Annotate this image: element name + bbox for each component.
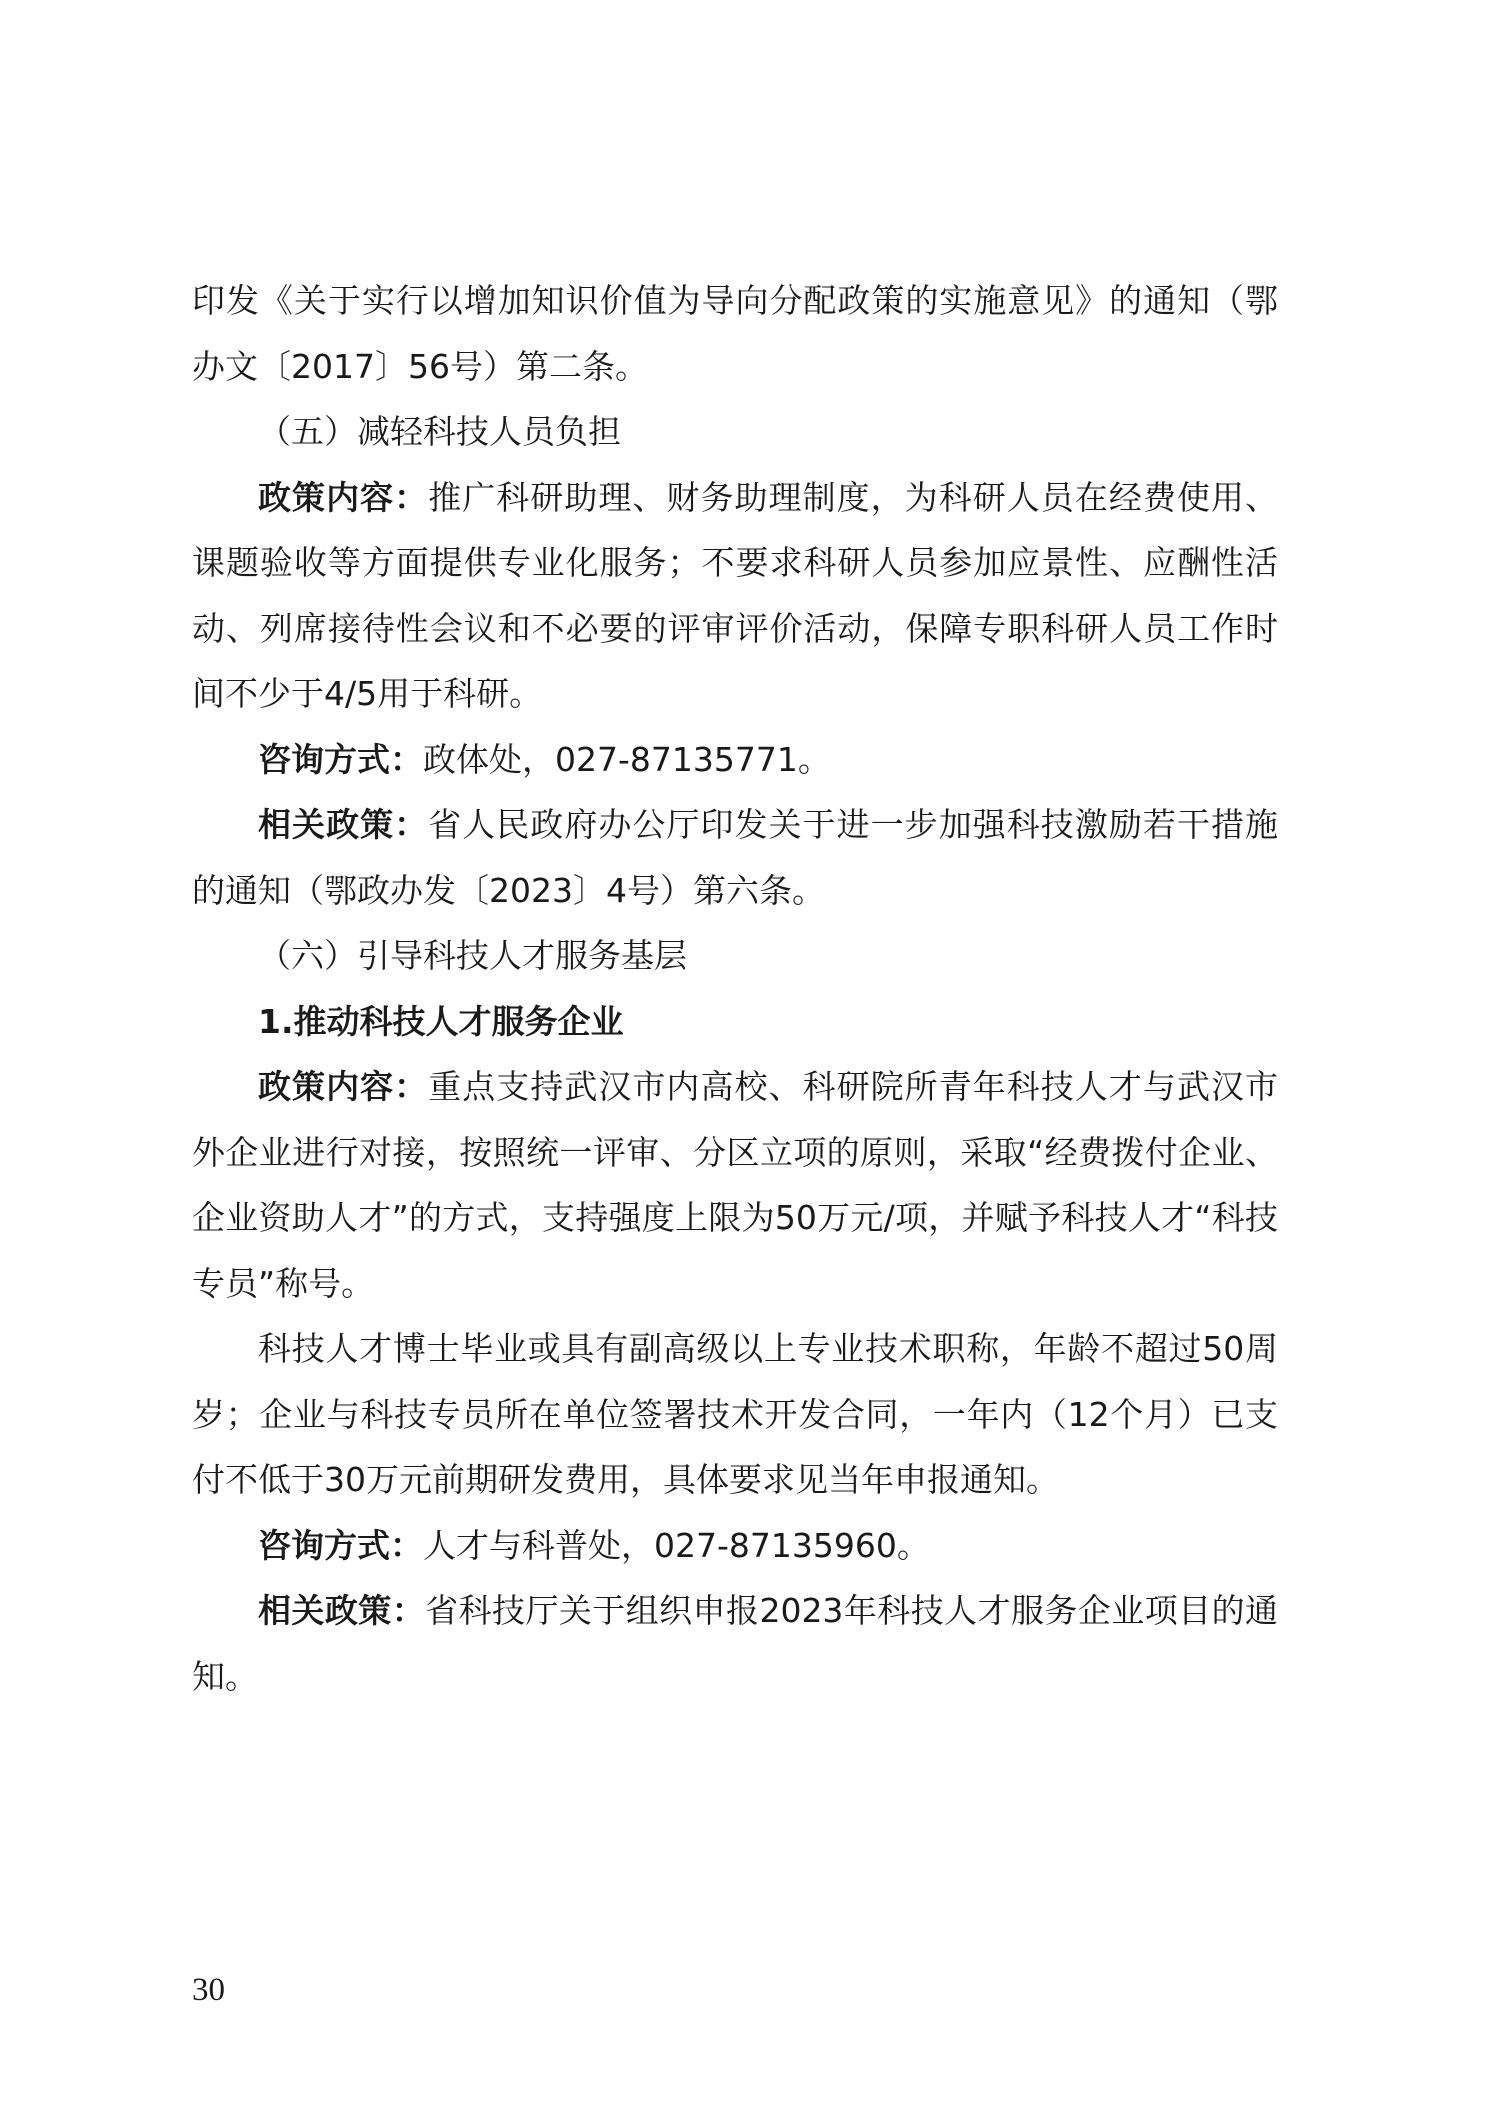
paragraph-policy-content-5 [192, 465, 1278, 727]
paragraph-contact-5 [192, 727, 1278, 793]
text-policy-content: 重点支持武汉市内高校、科研院所青年科技人才与武汉市外企业进行对接，按照统一评审、分区立项的原则，采取“经费拨付企业、企业资助人才”的方式，支持强度上限为50万元/项，并赋予科技人才“科技专员”称号。 [192, 1067, 1279, 1303]
label-contact: 咨询方式： [258, 739, 423, 779]
label-policy-content: 政策内容： [258, 1067, 429, 1106]
page-number: 30 [192, 1972, 225, 2008]
paragraph-contact-6 [192, 1513, 1278, 1579]
paragraph-related-policy-5 [192, 792, 1278, 923]
label-related-policy: 相关政策： [258, 805, 429, 844]
text-contact: 政体处，027-87135771。 [423, 739, 831, 779]
paragraph-eligibility: 科技人才博士毕业或具有副高级以上专业技术职称，年龄不超过50周岁；企业与科技专员所在单位签署技术开发合同，一年内（12个月）已支付不低于30万元前期研发费用，具体要求见当年申报通知。 [192, 1329, 1278, 1499]
text-related-policy: 省人民政府办公厅印发关于进一步加强科技激励若干措施的通知（鄂政办发〔2023〕4号）第六条。 [192, 805, 1279, 910]
section-heading-5: （五）减轻科技人员负担 [258, 412, 621, 451]
label-contact: 咨询方式： [258, 1525, 423, 1565]
text-related-policy: 省科技厅关于组织申报2023年科技人才服务企业项目的通知。 [192, 1591, 1279, 1696]
section-heading-6: （六）引导科技人才服务基层 [258, 936, 687, 975]
paragraph-policy-content-6 [192, 1054, 1278, 1316]
page-body [192, 268, 1278, 1709]
label-policy-content: 政策内容： [258, 477, 429, 517]
paragraph-related-policy-6 [192, 1578, 1278, 1709]
paragraph-policy-reference-continued: 印发《关于实行以增加知识价值为导向分配政策的实施意见》的通知（鄂办文〔2017〕56号）第二条。 [192, 281, 1278, 386]
subsection-heading-6-1: 1.推动科技人才服务企业 [258, 1001, 624, 1041]
text-policy-content: 推广科研助理、财务助理制度，为科研人员在经费使用、课题验收等方面提供专业化服务；不要求科研人员参加应景性、应酬性活动、列席接待性会议和不必要的评审评价活动，保障专职科研人员工作时间不少于4/5用于科研。 [192, 477, 1279, 713]
text-contact: 人才与科普处，027-87135960。 [423, 1525, 930, 1565]
label-related-policy: 相关政策： [258, 1591, 426, 1630]
